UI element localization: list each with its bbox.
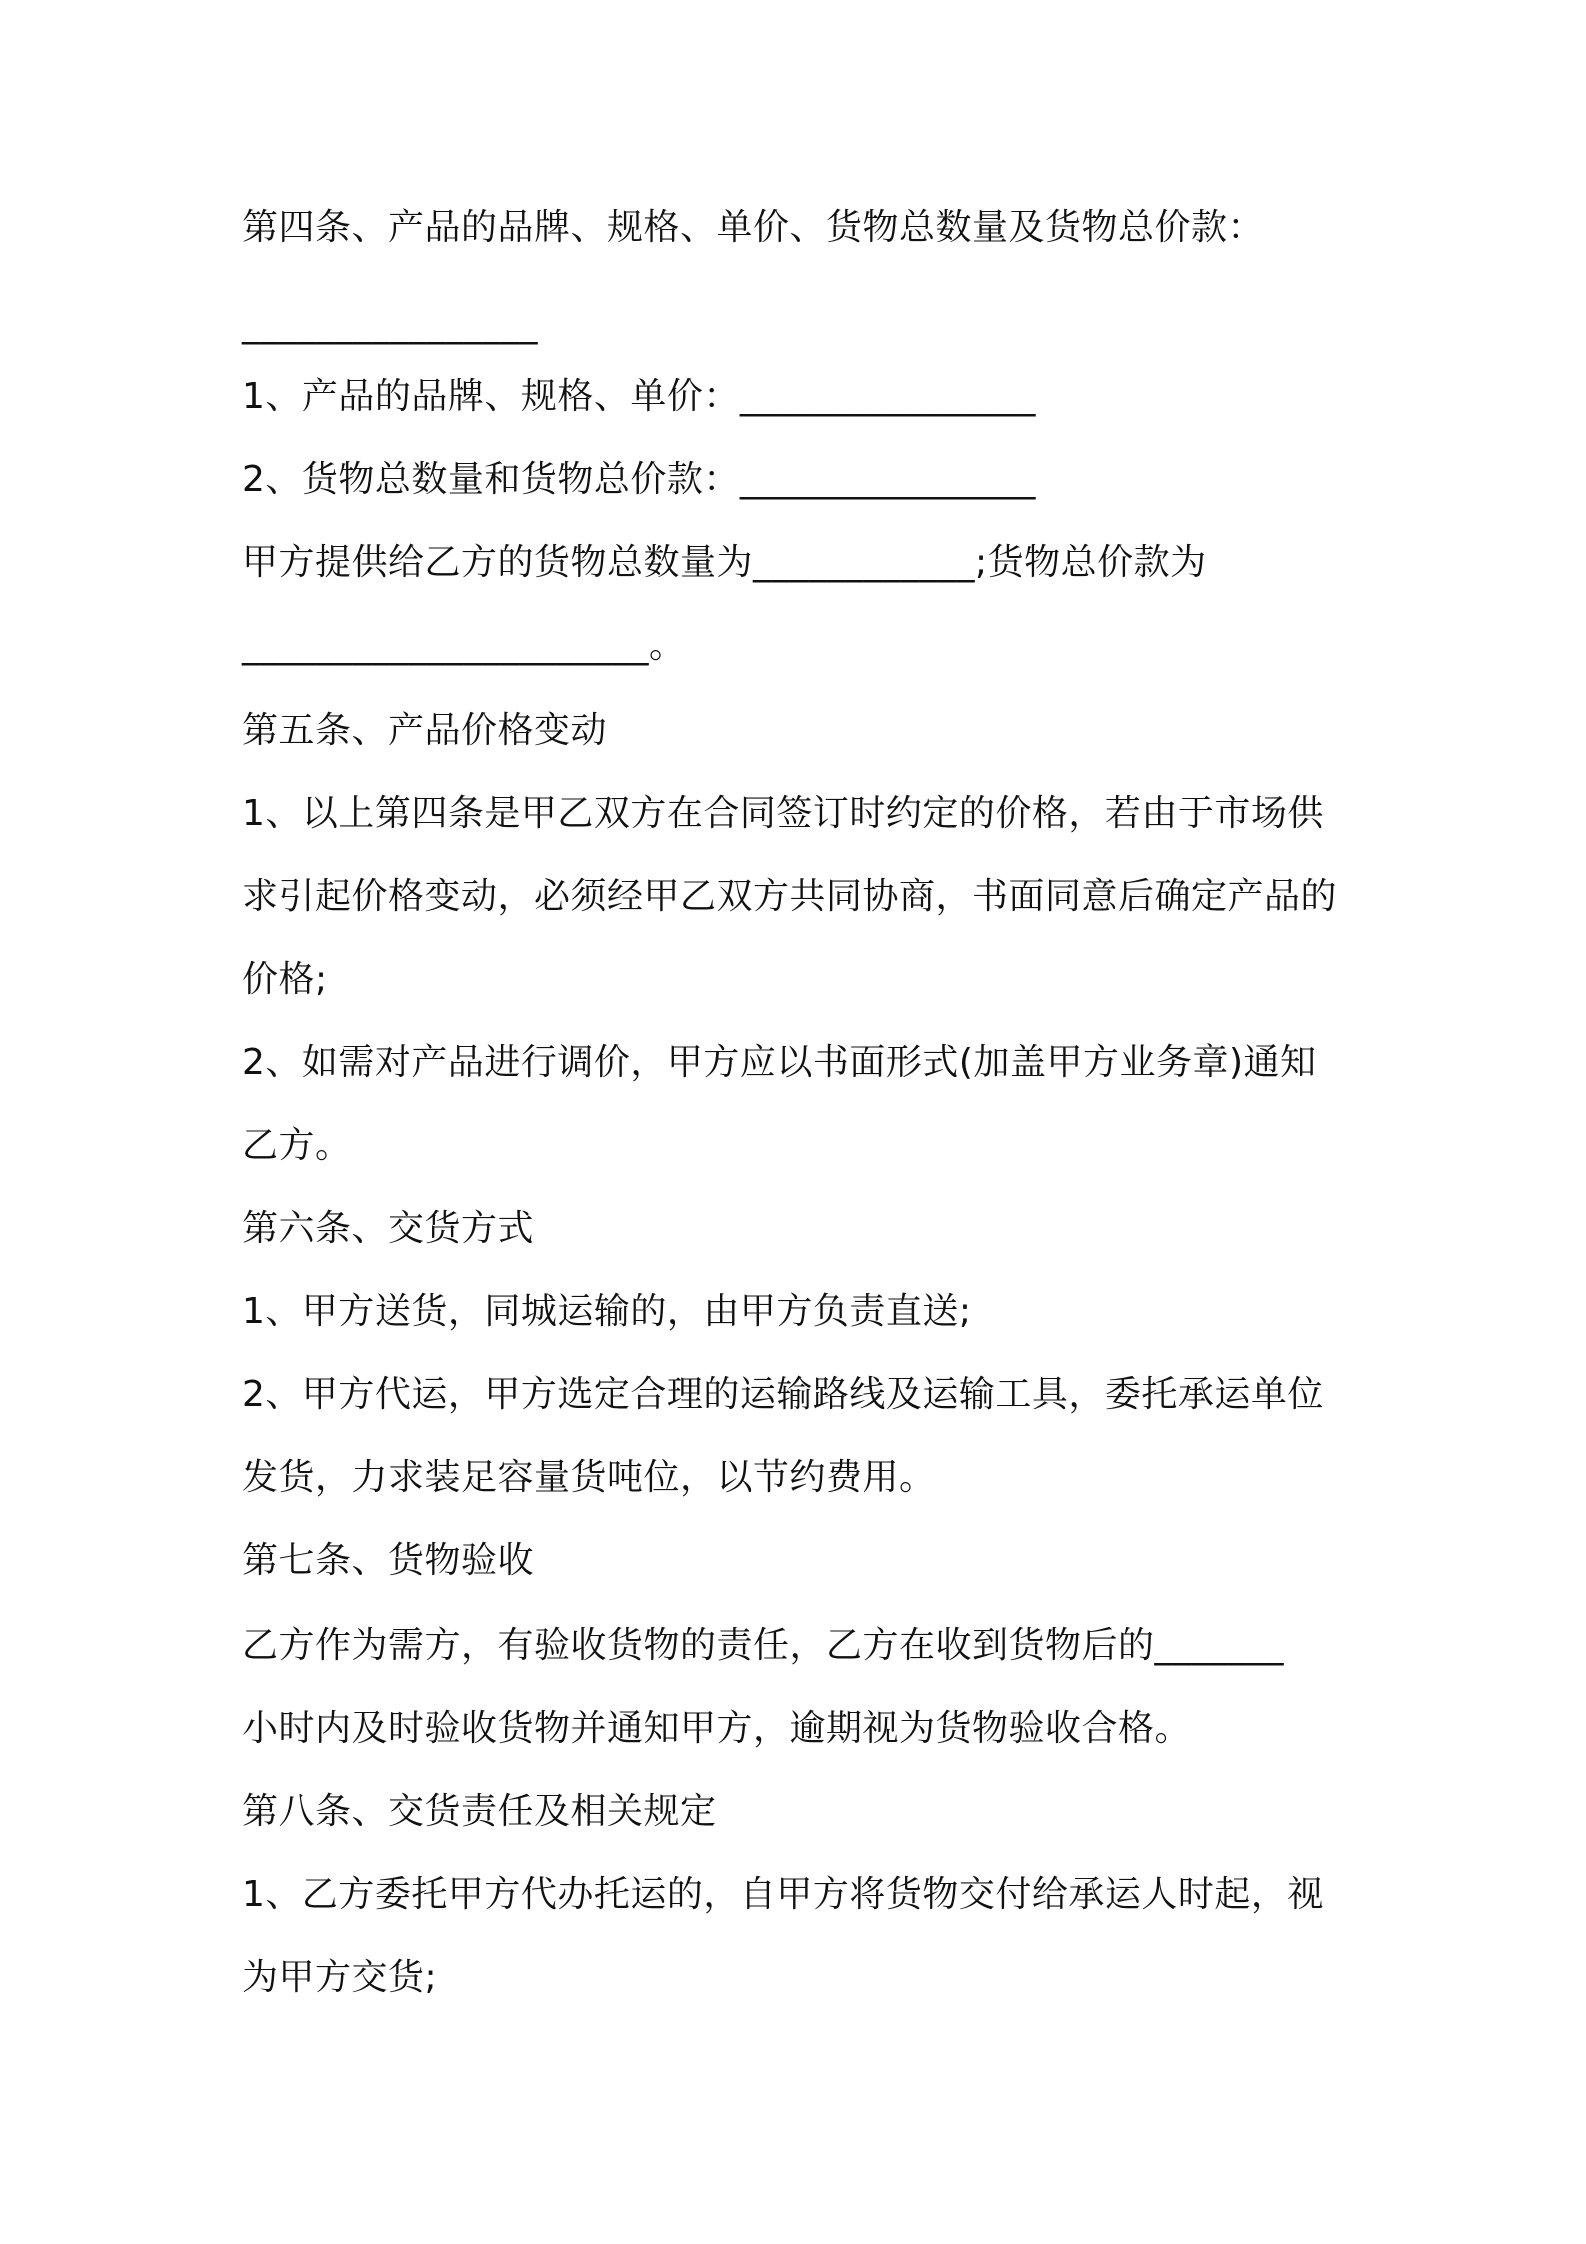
article-7-body-line-2: 小时内及时验收货物并通知甲方，逾期视为货物验收合格。 [242, 1708, 1192, 1749]
article-6-item-2-line-1: 2、甲方代运，甲方选定合理的运输路线及运输工具，委托承运单位 [242, 1374, 1324, 1415]
article-5-item-1-line-1: 1、以上第四条是甲乙双方在合同签订时约定的价格，若由于市场供 [242, 793, 1324, 834]
article-4-heading: 第四条、产品的品牌、规格、单价、货物总数量及货物总价款： [242, 207, 1265, 248]
article-7-heading: 第七条、货物验收 [242, 1540, 535, 1581]
total-price-line: ______________________。 [242, 625, 686, 666]
article-5-item-1-line-3: 价格; [242, 959, 328, 1000]
article-8-item-1-line-2: 为甲方交货; [242, 1957, 438, 1998]
article-4-item-2: 2、货物总数量和货物总价款：________________ [242, 459, 1036, 500]
article-6-item-1: 1、甲方送货，同城运输的，由甲方负责直送; [242, 1291, 972, 1332]
article-5-heading: 第五条、产品价格变动 [242, 710, 608, 751]
article-6-heading: 第六条、交货方式 [242, 1208, 535, 1249]
article-6-item-2-line-2: 发货，力求装足容量货吨位，以节约费用。 [242, 1457, 936, 1498]
total-quantity-line: 甲方提供给乙方的货物总数量为____________;货物总价款为 [242, 542, 1207, 583]
article-7-body-line-1: 乙方作为需方，有验收货物的责任，乙方在收到货物后的_______ [242, 1625, 1285, 1666]
article-8-heading: 第八条、交货责任及相关规定 [242, 1791, 717, 1832]
article-5-item-1-line-2: 求引起价格变动，必须经甲乙双方共同协商，书面同意后确定产品的 [242, 876, 1338, 917]
article-5-item-2-line-2: 乙方。 [242, 1125, 352, 1166]
article-8-item-1-line-1: 1、乙方委托甲方代办托运的，自甲方将货物交付给承运人时起，视 [242, 1874, 1324, 1915]
article-4-item-1: 1、产品的品牌、规格、单价：________________ [242, 376, 1036, 417]
article-5-item-2-line-1: 2、如需对产品进行调价，甲方应以书面形式(加盖甲方业务章)通知 [242, 1042, 1317, 1083]
blank-line: ________________ [242, 304, 538, 345]
